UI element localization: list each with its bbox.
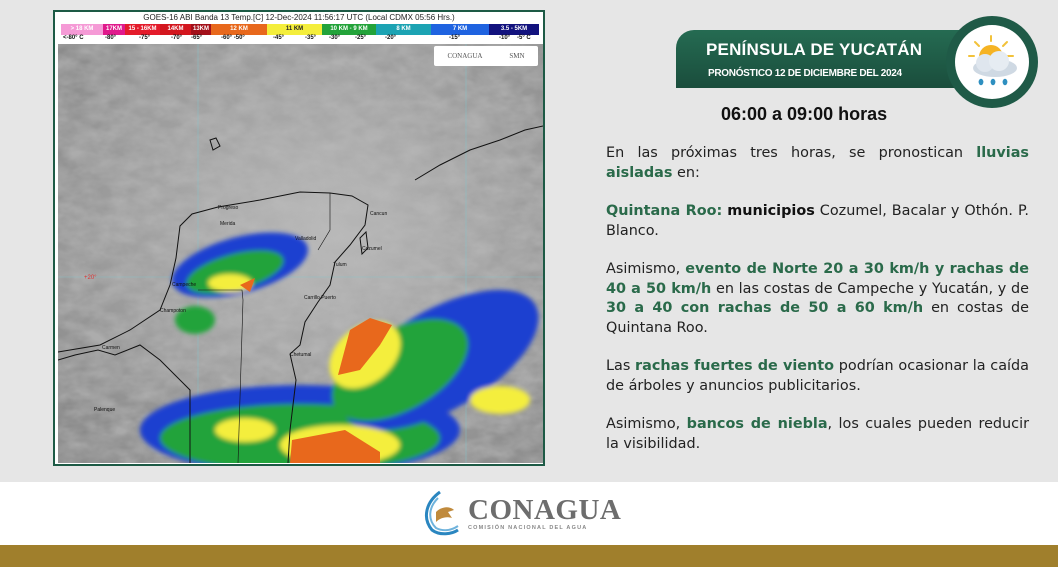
paragraph-wind: Asimismo, evento de Norte 20 a 30 km/h y rachas de 40 a 50 km/h en las costas de Campeche y Yucatán, y de 30 a 40 con rachas de 50 a 60 km/h en costas de Quintana Roo. (606, 261, 1030, 336)
altitude-legend (61, 24, 539, 35)
region-banner (676, 30, 976, 88)
conagua-logo (418, 490, 621, 536)
latitude-label: +20° (84, 275, 97, 281)
temperature-label: -65° (191, 35, 203, 41)
legend-segment: 10 KM - 9 KM (322, 24, 376, 35)
sun-cloud-rain-icon (961, 34, 1023, 90)
logo-name: CONAGUA (468, 494, 622, 526)
temperature-label: -30° (329, 35, 341, 41)
city-campeche: Campeche (172, 282, 197, 288)
temperature-label: -15° (449, 35, 461, 41)
city-palenque: Palenque (94, 407, 116, 413)
legend-segment: 7 KM (431, 24, 489, 35)
legend-segment: 8 KM (376, 24, 431, 35)
city-progreso: Progreso (218, 205, 239, 211)
satellite-logo (434, 46, 538, 66)
conagua-emblem-icon (418, 490, 462, 536)
logo-subtitle: COMISIÓN NACIONAL DEL AGUA (468, 525, 588, 531)
satellite-image-panel (53, 10, 545, 466)
forecast-date: PRONÓSTICO 12 DE DICIEMBRE DEL 2024 (708, 68, 902, 79)
satellite-map (58, 44, 543, 463)
city-cancun: Cancun (370, 211, 388, 217)
temperature-label: -70° (171, 35, 183, 41)
forecast-text (606, 144, 1029, 473)
city-tulum: Tulum (333, 262, 347, 268)
city-carmen: Carmen (102, 345, 120, 351)
satellite-title: GOES-16 ABI Banda 13 Temp.[C] 12-Dec-2024 11:56:17 UTC (Local CDMX 05:56 Hrs.) (143, 13, 455, 22)
weather-badge (946, 16, 1038, 108)
temperature-label: -75° (139, 35, 151, 41)
city-chetumal: Chetumal (290, 352, 312, 358)
smn-mini-logo: SMN (509, 52, 525, 60)
city-champoton: Champoton (160, 308, 186, 314)
city-carrillo-puerto: Carrillo Puerto (304, 295, 336, 301)
temperature-label: -35° (305, 35, 317, 41)
region-title: PENÍNSULA DE YUCATÁN (706, 40, 923, 59)
temperature-label: <-80° C (63, 35, 84, 41)
legend-segment: > 18 KM (61, 24, 103, 35)
paragraph-gusts: Las rachas fuertes de viento podrían ocasionar la caída de árboles y anuncios publicitarios. (606, 358, 1029, 394)
paragraph-fog: Asimismo, bancos de niebla, los cuales pueden reducir la visibilidad. (606, 416, 1030, 452)
temperature-label: -10° (499, 35, 511, 41)
temperature-label: -5° C (517, 35, 531, 41)
legend-segment: 14KM (160, 24, 191, 35)
legend-segment: 12 KM (211, 24, 267, 35)
legend-segment: 11 KM (267, 24, 322, 35)
temperature-label: -25° (355, 35, 367, 41)
paragraph-quintana-roo: Quintana Roo: municipios Cozumel, Bacalar y Othón. P. Blanco. (606, 203, 1029, 239)
legend-segment: 3.5 - 5KM (489, 24, 539, 35)
paragraph-rain: En las próximas tres horas, se pronostican lluvias aisladas en: (606, 145, 1029, 181)
temperature-label: -60° -50° (221, 35, 245, 41)
temperature-label: -20° (385, 35, 397, 41)
city-valladolid: Valladolid (295, 236, 317, 242)
legend-segment: 13KM (191, 24, 211, 35)
time-range: 06:00 a 09:00 horas (721, 104, 888, 124)
city-cozumel: Cozumel (362, 246, 382, 252)
conagua-mini-logo: CONAGUA (447, 52, 483, 60)
legend-segment: 15 - 16KM (125, 24, 160, 35)
gold-bar (0, 545, 1058, 567)
legend-segment: 17KM (103, 24, 125, 35)
temperature-label: -45° (273, 35, 285, 41)
temperature-label: -80° (105, 35, 117, 41)
city-merida: Merida (220, 221, 236, 227)
